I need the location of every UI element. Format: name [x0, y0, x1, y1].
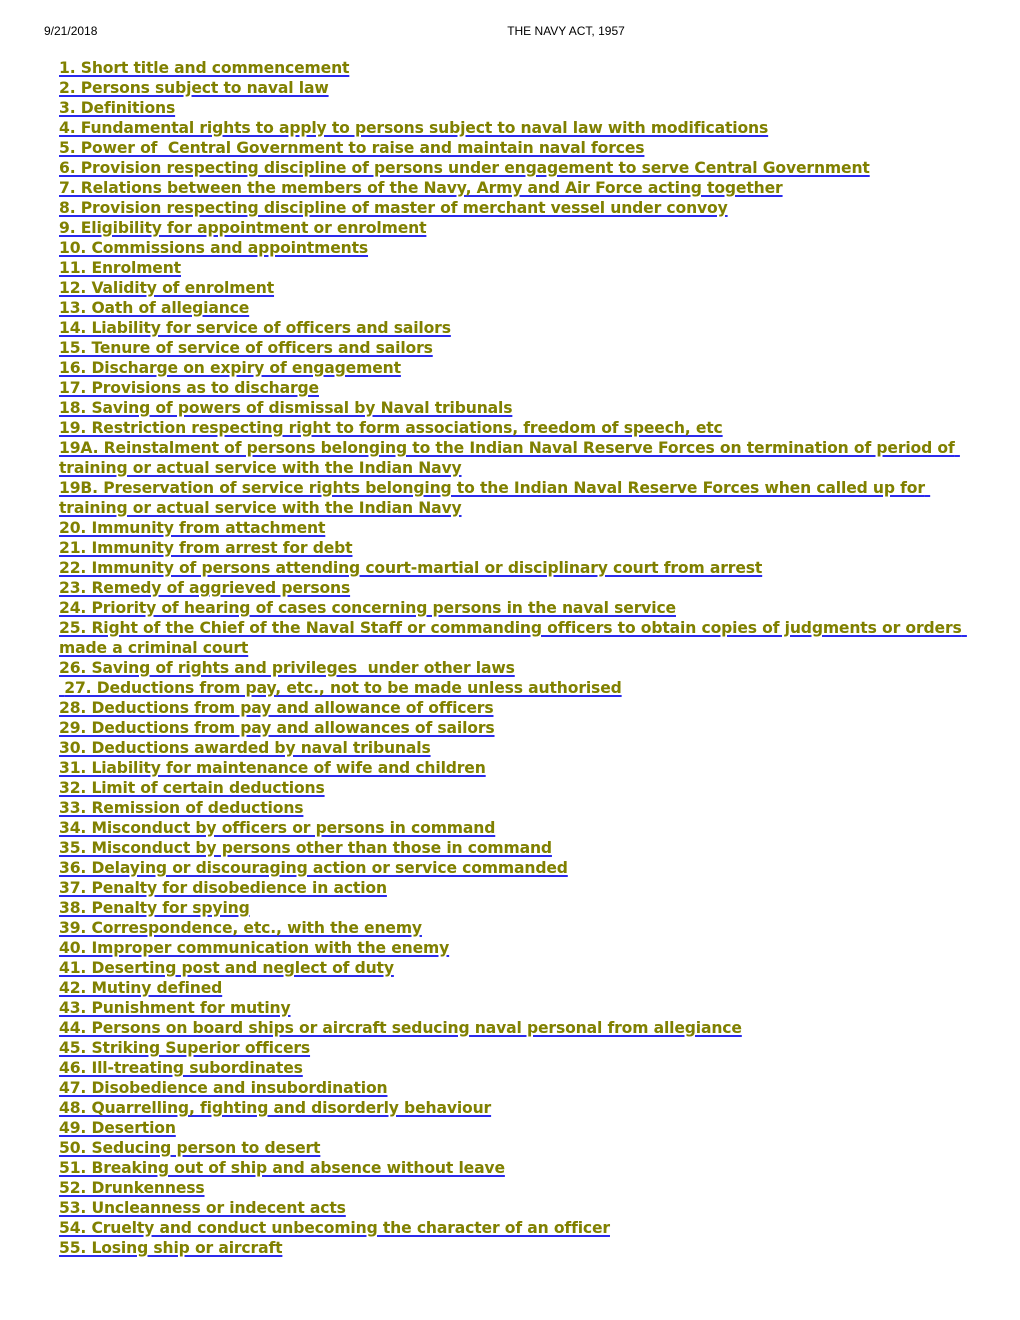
- section-link[interactable]: 34. Misconduct by officers or persons in command: [59, 819, 496, 837]
- toc-item: [59, 878, 974, 898]
- toc-item: [59, 1158, 974, 1178]
- section-link[interactable]: 17. Provisions as to discharge: [59, 379, 319, 397]
- section-link[interactable]: 23. Remedy of aggrieved persons: [59, 579, 351, 597]
- section-link[interactable]: 4. Fundamental rights to apply to persons subject to naval law with modifications: [59, 119, 769, 137]
- toc-item: [59, 798, 974, 818]
- section-link[interactable]: 16. Discharge on expiry of engagement: [59, 359, 401, 377]
- section-link[interactable]: 31. Liability for maintenance of wife and children: [59, 759, 486, 777]
- toc-item: [59, 838, 974, 858]
- toc-item: [59, 618, 974, 658]
- section-link[interactable]: 14. Liability for service of officers and sailors: [59, 319, 451, 337]
- toc-item: [59, 378, 974, 398]
- section-link[interactable]: 46. Ill-treating subordinates: [59, 1059, 303, 1077]
- section-link[interactable]: 42. Mutiny defined: [59, 979, 223, 997]
- section-link[interactable]: 48. Quarrelling, fighting and disorderly behaviour: [59, 1099, 492, 1117]
- section-link[interactable]: 50. Seducing person to desert: [59, 1139, 321, 1157]
- toc-item: [59, 758, 974, 778]
- toc-item: [59, 1038, 974, 1058]
- section-link[interactable]: 44. Persons on board ships or aircraft seducing naval personal from allegiance: [59, 1019, 742, 1037]
- toc-item: [59, 778, 974, 798]
- section-link[interactable]: 21. Immunity from arrest for debt: [59, 539, 353, 557]
- section-link[interactable]: 12. Validity of enrolment: [59, 279, 275, 297]
- toc-item: [59, 1078, 974, 1098]
- toc-item: [59, 118, 974, 138]
- section-link[interactable]: 41. Deserting post and neglect of duty: [59, 959, 394, 977]
- toc-item: [59, 338, 974, 358]
- section-link[interactable]: 22. Immunity of persons attending court-martial or disciplinary court from arrest: [59, 559, 763, 577]
- toc-item: [59, 58, 974, 78]
- toc-item: [59, 1018, 974, 1038]
- section-link[interactable]: 13. Oath of allegiance: [59, 299, 250, 317]
- toc-item: [59, 918, 974, 938]
- section-link[interactable]: 52. Drunkenness: [59, 1179, 205, 1197]
- toc-item: [59, 138, 974, 158]
- toc-item: [59, 598, 974, 618]
- section-link[interactable]: 19A. Reinstalment of persons belonging to the Indian Naval Reserve Forces on termination of period of training or actual service with the Indian Navy: [59, 439, 960, 477]
- section-link[interactable]: 27. Deductions from pay, etc., not to be made unless authorised: [59, 679, 622, 697]
- section-link[interactable]: 18. Saving of powers of dismissal by Naval tribunals: [59, 399, 513, 417]
- section-link[interactable]: 29. Deductions from pay and allowances of sailors: [59, 719, 495, 737]
- section-link[interactable]: 1. Short title and commencement: [59, 59, 350, 77]
- section-link[interactable]: 28. Deductions from pay and allowance of officers: [59, 699, 494, 717]
- section-link[interactable]: 45. Striking Superior officers: [59, 1039, 311, 1057]
- toc-item: [59, 1218, 974, 1238]
- section-link[interactable]: 24. Priority of hearing of cases concerning persons in the naval service: [59, 599, 676, 617]
- section-link[interactable]: 2. Persons subject to naval law: [59, 79, 329, 97]
- toc-item: [59, 398, 974, 418]
- toc-item: [59, 1238, 974, 1258]
- section-link[interactable]: 19B. Preservation of service rights belonging to the Indian Naval Reserve Forces when called up for training or actual service with the Indian Navy: [59, 479, 931, 517]
- toc-item: [59, 1098, 974, 1118]
- toc-item: [59, 738, 974, 758]
- toc-item: [59, 1198, 974, 1218]
- section-link[interactable]: 49. Desertion: [59, 1119, 176, 1137]
- toc-item: [59, 958, 974, 978]
- section-link[interactable]: 6. Provision respecting discipline of persons under engagement to serve Central Government: [59, 159, 870, 177]
- toc-item: [59, 578, 974, 598]
- section-link[interactable]: 40. Improper communication with the enemy: [59, 939, 450, 957]
- section-link[interactable]: 20. Immunity from attachment: [59, 519, 326, 537]
- toc-item: [59, 298, 974, 318]
- section-link[interactable]: 15. Tenure of service of officers and sailors: [59, 339, 433, 357]
- toc-item: [59, 698, 974, 718]
- section-link[interactable]: 10. Commissions and appointments: [59, 239, 369, 257]
- toc-item: [59, 678, 974, 698]
- toc-item: [59, 478, 974, 518]
- toc-item: [59, 278, 974, 298]
- section-link[interactable]: 55. Losing ship or aircraft: [59, 1239, 283, 1257]
- toc-item: [59, 318, 974, 338]
- section-link[interactable]: 35. Misconduct by persons other than those in command: [59, 839, 552, 857]
- print-date: 9/21/2018: [44, 24, 98, 38]
- toc-item: [59, 538, 974, 558]
- section-link[interactable]: 38. Penalty for spying: [59, 899, 250, 917]
- toc-item: [59, 558, 974, 578]
- toc-item: [59, 98, 974, 118]
- toc-item: [59, 998, 974, 1018]
- section-link[interactable]: 51. Breaking out of ship and absence without leave: [59, 1159, 505, 1177]
- toc-item: [59, 658, 974, 678]
- toc-item: [59, 178, 974, 198]
- toc-item: [59, 358, 974, 378]
- toc-item: [59, 858, 974, 878]
- toc-item: [59, 78, 974, 98]
- toc-item: [59, 818, 974, 838]
- toc-item: [59, 978, 974, 998]
- section-link[interactable]: 39. Correspondence, etc., with the enemy: [59, 919, 422, 937]
- toc-item: [59, 238, 974, 258]
- section-link[interactable]: 54. Cruelty and conduct unbecoming the character of an officer: [59, 1219, 610, 1237]
- section-link[interactable]: 47. Disobedience and insubordination: [59, 1079, 388, 1097]
- table-of-contents: [59, 58, 974, 1258]
- section-link[interactable]: 11. Enrolment: [59, 259, 181, 277]
- section-link[interactable]: 26. Saving of rights and privileges under other laws: [59, 659, 515, 677]
- toc-item: [59, 438, 974, 478]
- toc-item: [59, 418, 974, 438]
- section-link[interactable]: 7. Relations between the members of the Navy, Army and Air Force acting together: [59, 179, 783, 197]
- toc-item: [59, 1118, 974, 1138]
- toc-item: [59, 258, 974, 278]
- section-link[interactable]: 19. Restriction respecting right to form associations, freedom of speech, etc: [59, 419, 723, 437]
- toc-item: [59, 1178, 974, 1198]
- section-link[interactable]: 43. Punishment for mutiny: [59, 999, 291, 1017]
- section-link[interactable]: 37. Penalty for disobedience in action: [59, 879, 387, 897]
- section-link[interactable]: 9. Eligibility for appointment or enrolment: [59, 219, 427, 237]
- toc-item: [59, 718, 974, 738]
- toc-item: [59, 898, 974, 918]
- section-link[interactable]: 5. Power of Central Government to raise and maintain naval forces: [59, 139, 645, 157]
- toc-item: [59, 1058, 974, 1078]
- toc-item: [59, 158, 974, 178]
- toc-item: [59, 198, 974, 218]
- section-link[interactable]: 32. Limit of certain deductions: [59, 779, 325, 797]
- toc-item: [59, 218, 974, 238]
- section-link[interactable]: 8. Provision respecting discipline of master of merchant vessel under convoy: [59, 199, 728, 217]
- toc-item: [59, 1138, 974, 1158]
- section-link[interactable]: 30. Deductions awarded by naval tribunals: [59, 739, 431, 757]
- toc-item: [59, 518, 974, 538]
- page-title: THE NAVY ACT, 1957: [507, 24, 625, 38]
- section-link[interactable]: 36. Delaying or discouraging action or service commanded: [59, 859, 568, 877]
- section-link[interactable]: 33. Remission of deductions: [59, 799, 304, 817]
- section-link[interactable]: 53. Uncleanness or indecent acts: [59, 1199, 346, 1217]
- section-link[interactable]: 25. Right of the Chief of the Naval Staff or commanding officers to obtain copies of judgments or orders made a criminal court: [59, 619, 967, 657]
- toc-item: [59, 938, 974, 958]
- section-link[interactable]: 3. Definitions: [59, 99, 176, 117]
